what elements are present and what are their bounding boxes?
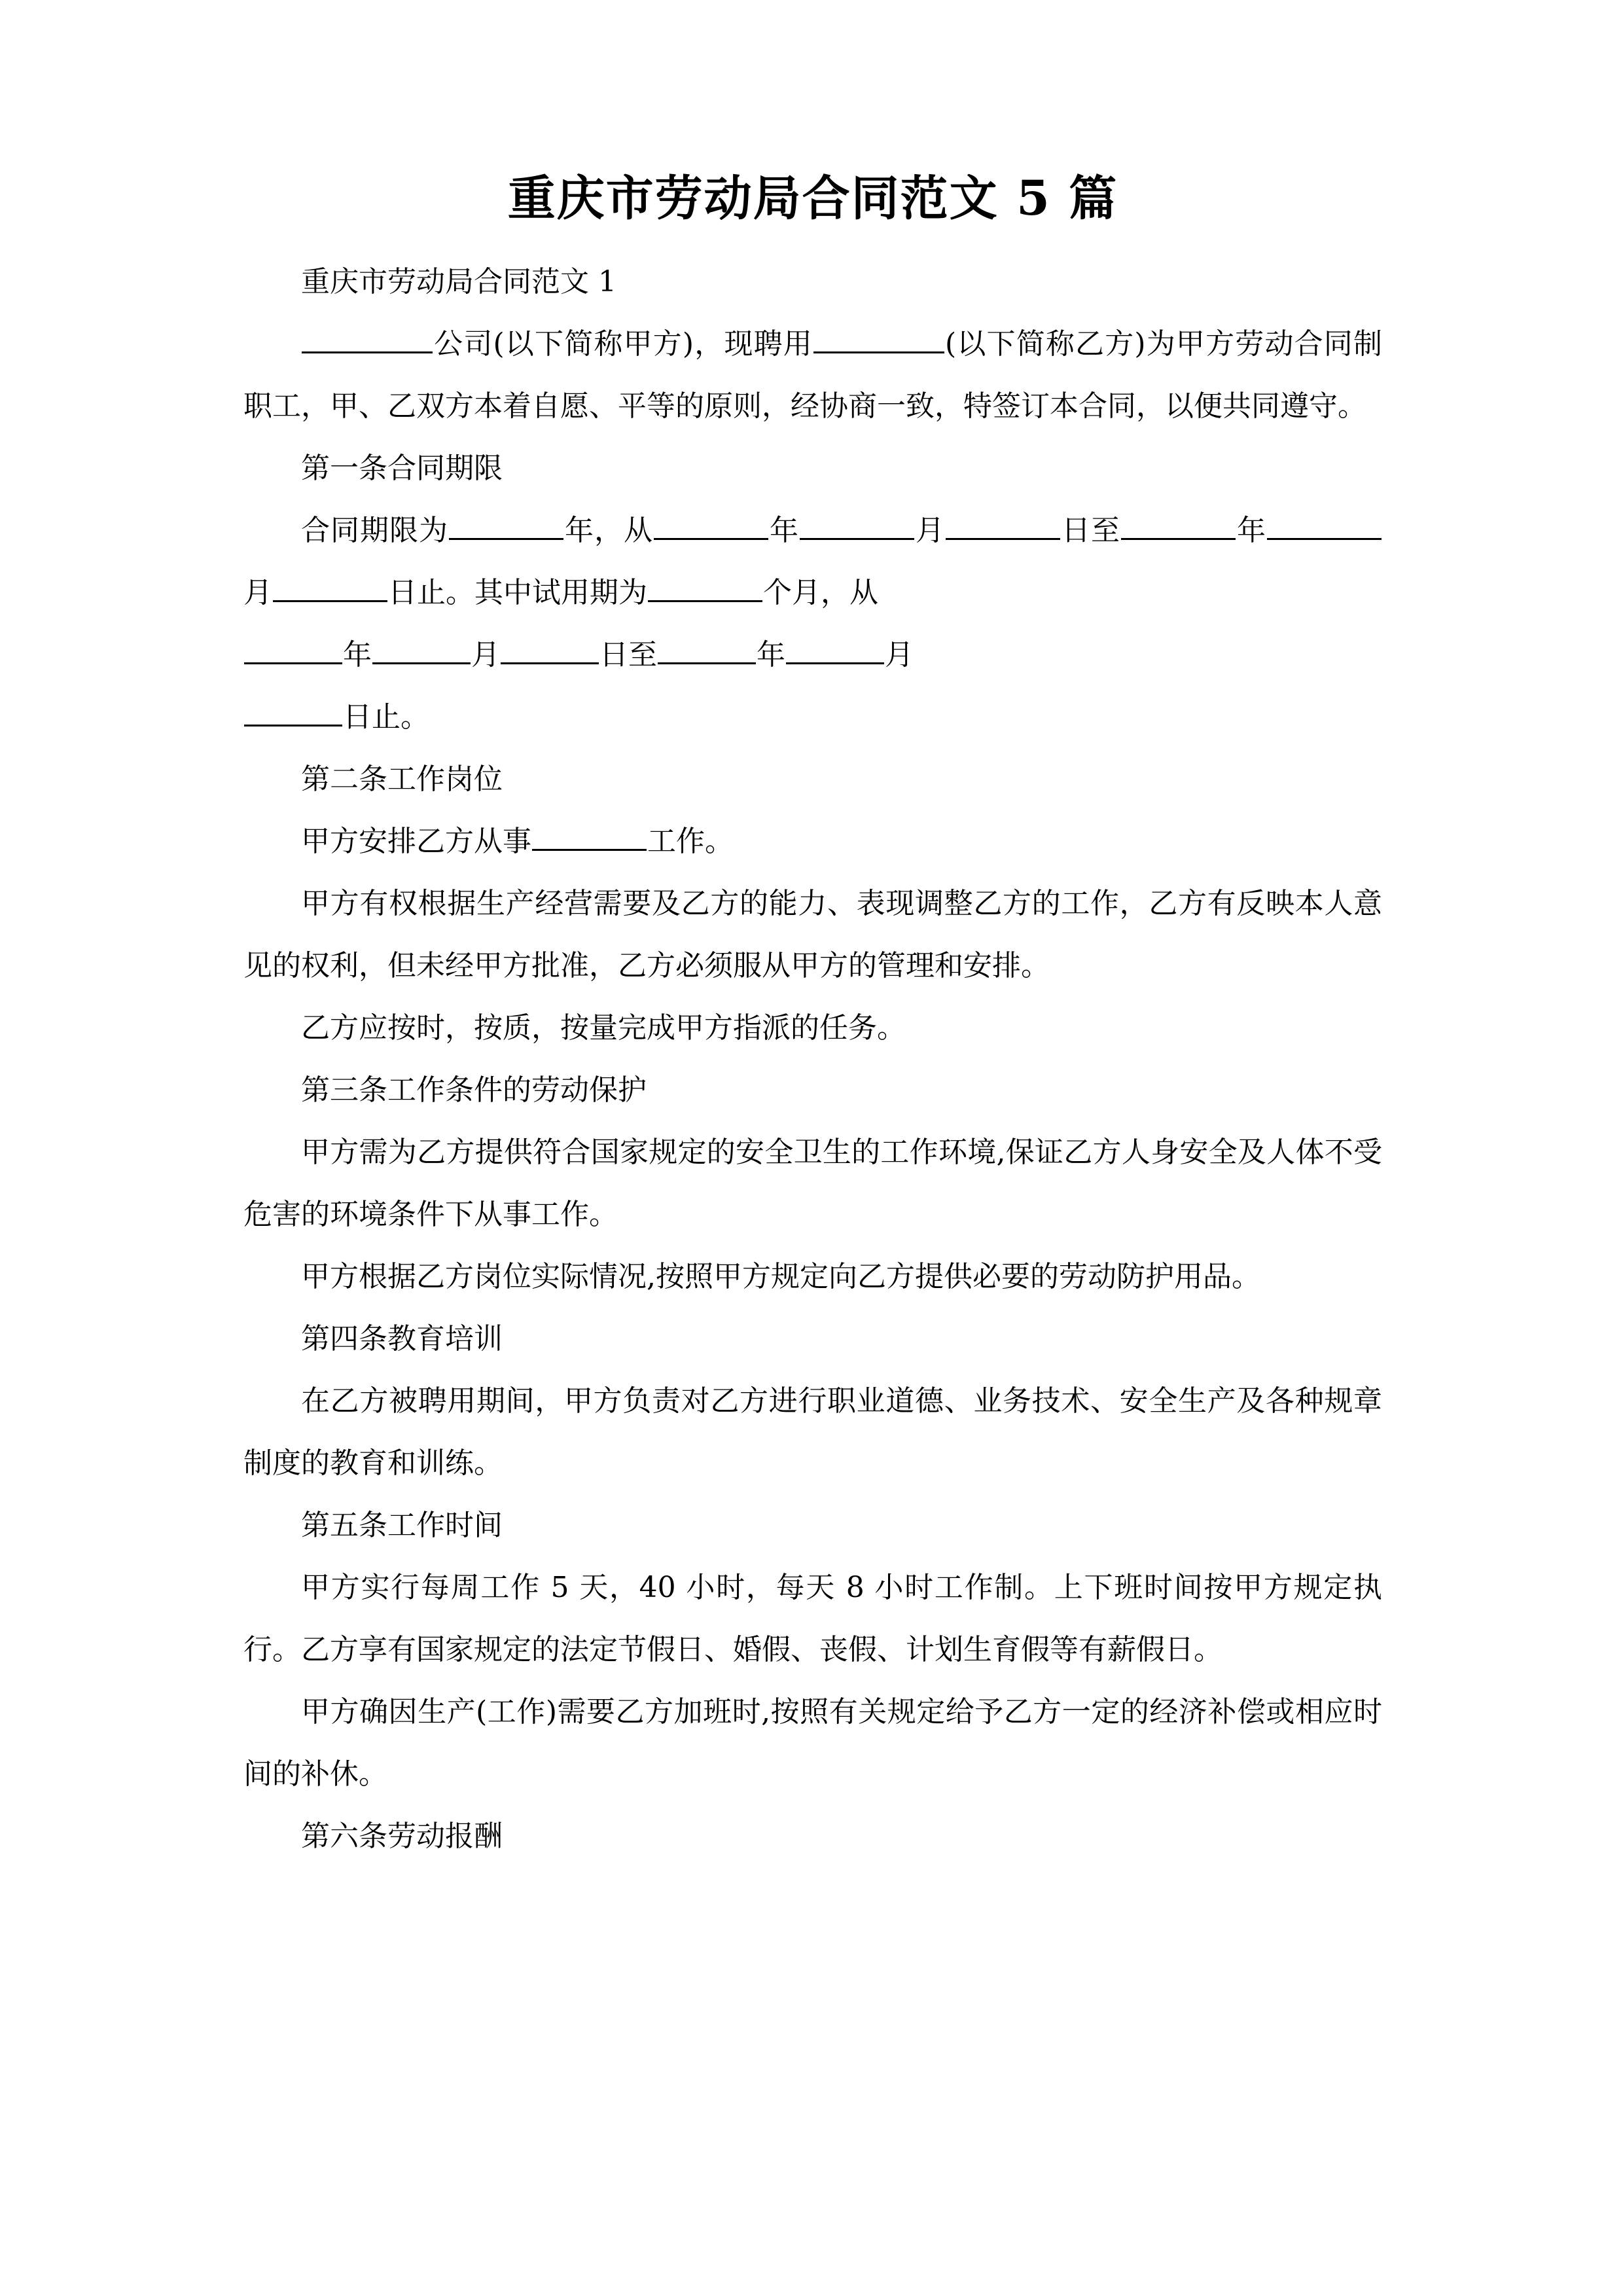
paragraph-probation-term-end (243, 686, 1382, 748)
probation-seg-11 (885, 624, 914, 686)
post-text-b: 工作。 (647, 825, 734, 859)
blank-start-month[interactable] (800, 508, 914, 540)
paragraph-job-duty: 乙方应按时，按质，按量完成甲方指派的任务。 (301, 1011, 906, 1045)
probation-seg-7 (628, 624, 657, 686)
paragraph-work-condition-1: 甲方需为乙方提供符合国家规定的安全卫生的工作环境,保证乙方人身安全及人体不受危害的环境条件下从事工作。 (243, 1136, 1382, 1232)
article-3-title: 第三条工作条件的劳动保护 (301, 1073, 647, 1107)
probation-seg-6 (599, 624, 628, 686)
blank-probation-end-month[interactable] (786, 632, 884, 664)
term-text-2d: 个月，从 (763, 576, 878, 610)
probation-text-e: 年 (757, 638, 785, 672)
article-4-title: 第四条教育培训 (301, 1322, 503, 1356)
probation-seg-3 (372, 624, 471, 686)
probation-text-end: 日止。 (343, 700, 429, 734)
article-1-title: 第一条合同期限 (301, 452, 503, 486)
blank-start-year[interactable] (654, 508, 768, 540)
article-2-title: 第二条工作岗位 (301, 762, 503, 797)
preamble-text-a: 公司(以下简称甲方)，现聘用 (433, 327, 813, 361)
preamble-text-b: (以下简称乙方)为甲方劳动合同制职工，甲、乙双方本着自愿、平等的原则，经协商一致，特签订本合同，以便共同遵守。 (243, 327, 1382, 423)
paragraph-work-condition-2: 甲方根据乙方岗位实际情况,按照甲方规定向乙方提供必要的劳动防护用品。 (301, 1260, 1260, 1294)
term-text-2b: 月 (243, 576, 272, 610)
article-6-title: 第六条劳动报酬 (301, 1820, 503, 1854)
term-text-b: 年，从 (564, 514, 653, 548)
blank-probation-start-year[interactable] (244, 632, 342, 664)
blank-company[interactable] (302, 321, 433, 353)
paragraph-job-adjust: 甲方有权根据生产经营需要及乙方的能力、表现调整乙方的工作，乙方有反映本人意见的权利，但未经甲方批准，乙方必须服从甲方的管理和安排。 (243, 887, 1382, 983)
probation-text-f: 月 (885, 638, 914, 672)
probation-seg-2 (343, 624, 372, 686)
paragraph-preamble (243, 313, 1382, 437)
probation-text-c: 日 (599, 638, 628, 672)
article-5-title: 第五条工作时间 (301, 1509, 503, 1543)
document-content (243, 169, 1382, 1867)
term-text-d: 月 (915, 514, 945, 548)
blank-end-day[interactable] (273, 570, 387, 602)
probation-seg-9 (757, 624, 785, 686)
probation-seg-1 (243, 624, 343, 686)
blank-probation-start-day[interactable] (501, 632, 599, 664)
paragraph-job-post (243, 810, 1382, 872)
probation-text-d: 至 (628, 638, 657, 672)
term-text-c: 年 (769, 514, 799, 548)
probation-text-a: 年 (343, 638, 372, 672)
blank-term-years[interactable] (449, 508, 563, 540)
blank-probation-start-month[interactable] (372, 632, 471, 664)
blank-probation-end-year[interactable] (658, 632, 756, 664)
term-text-e: 日至 (1061, 514, 1120, 548)
paragraph-probation-term (243, 624, 1382, 686)
probation-seg-4 (471, 624, 500, 686)
section-heading-sample-1: 重庆市劳动局合同范文 1 (301, 265, 616, 299)
paragraph-contract-term (243, 499, 1382, 624)
paragraph-work-hours-2: 甲方确因生产(工作)需要乙方加班时,按照有关规定给予乙方一定的经济补偿或相应时间的补休。 (243, 1695, 1382, 1791)
blank-probation-end-day[interactable] (244, 694, 342, 726)
page-title: 重庆市劳动局合同范文 5 篇 (507, 170, 1118, 226)
blank-employee[interactable] (813, 321, 944, 353)
probation-seg-10 (785, 624, 885, 686)
probation-seg-8 (657, 624, 757, 686)
blank-start-day[interactable] (946, 508, 1060, 540)
blank-end-year[interactable] (1121, 508, 1236, 540)
paragraph-training: 在乙方被聘用期间，甲方负责对乙方进行职业道德、业务技术、安全生产及各种规章制度的教育和训练。 (243, 1384, 1382, 1480)
post-text-a: 甲方安排乙方从事 (301, 825, 531, 859)
blank-end-month[interactable] (1267, 508, 1382, 540)
blank-probation-months[interactable] (648, 570, 762, 602)
term-text-2c: 日止。其中试用期为 (388, 576, 647, 610)
paragraph-work-hours-1: 甲方实行每周工作 5 天，40 小时，每天 8 小时工作制。上下班时间按甲方规定执行。乙方享有国家规定的法定节假日、婚假、丧假、计划生育假等有薪假日。 (243, 1571, 1382, 1667)
term-text-a: 合同期限为 (301, 514, 448, 548)
probation-seg-5 (500, 624, 599, 686)
blank-job-position[interactable] (532, 819, 647, 851)
term-text-2a: 年 (1236, 514, 1266, 548)
probation-text-b: 月 (471, 638, 500, 672)
